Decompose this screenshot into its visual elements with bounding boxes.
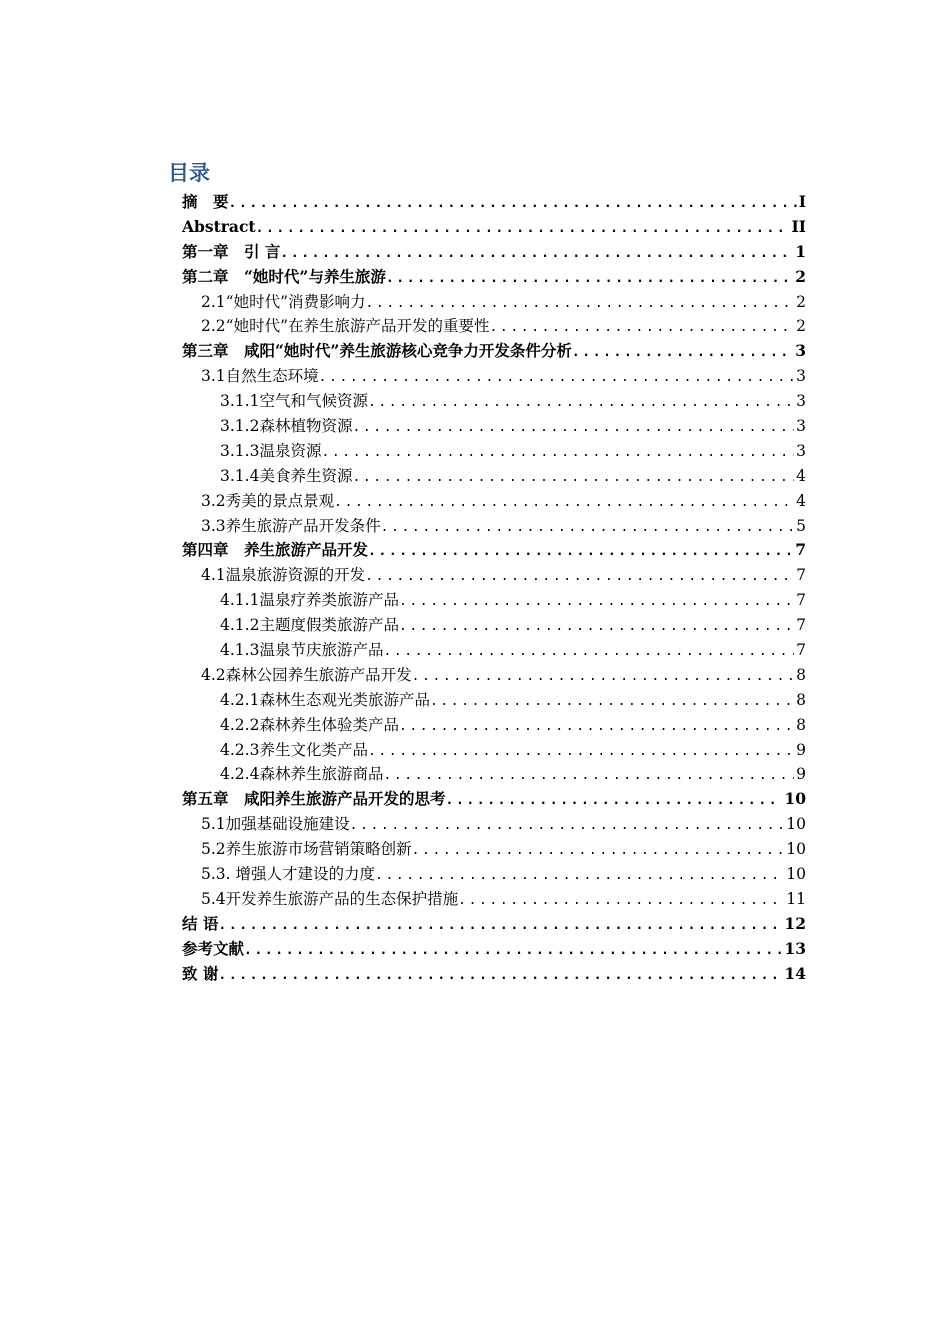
toc-entry-label: 4.1.3温泉节庆旅游产品 [220,641,384,660]
toc-entry-label: 4.2.4森林养生旅游商品 [220,765,384,784]
toc-entry-page-number: 8 [796,665,806,684]
toc-dot-leader [368,740,794,763]
toc-dot-leader [412,665,794,688]
toc-entry-page-number: II [791,216,806,236]
toc-entry[interactable] [182,240,806,265]
toc-entry-page-number: 13 [784,938,806,958]
toc-entry-label: 5.2养生旅游市场营销策略创新 [201,840,412,859]
toc-entry-page-number: 7 [796,616,806,635]
toc-entry-label: 致 谢 [182,963,219,983]
toc-dot-leader [352,416,794,439]
toc-entry-page-number: 11 [786,889,806,908]
toc-entry[interactable] [182,414,806,439]
toc-entry-label: 5.3. 增强人才建设的力度 [201,865,376,884]
toc-entry-page-number: 2 [796,317,806,336]
toc-entry-label: 4.2.3养生文化类产品 [220,740,368,759]
toc-entry[interactable] [182,738,806,763]
toc-entry-page-number: 3 [795,341,806,361]
toc-entry[interactable] [182,290,806,315]
toc-entry-page-number: 10 [786,840,806,859]
toc-entry-page-number: 7 [796,641,806,660]
toc-entry[interactable] [182,862,806,887]
toc-entry-page-number: 3 [796,392,806,411]
toc-entry-page-number: 7 [796,566,806,585]
toc-entry[interactable] [182,937,806,962]
toc-entry[interactable] [182,439,806,464]
toc-entry-label: 5.1加强基础设施建设 [201,815,350,834]
toc-entry-page-number: 3 [796,441,806,460]
toc-entry[interactable] [182,837,806,862]
toc-dot-leader [334,491,794,514]
toc-dot-leader [383,640,794,663]
toc-entry[interactable] [182,588,806,613]
toc-dot-leader [368,391,794,414]
toc-dot-leader [256,217,790,240]
toc-dot-leader [350,814,785,837]
toc-dot-leader [399,615,794,638]
toc-entry[interactable] [182,663,806,688]
toc-entry-label: Abstract [182,216,256,236]
toc-dot-leader [229,192,797,215]
toc-entry-label: 3.3养生旅游产品开发条件 [201,516,381,535]
toc-entry[interactable] [182,613,806,638]
toc-entry-label: 4.1温泉旅游资源的开发 [201,566,366,585]
toc-entry-label: 4.2森林公园养生旅游产品开发 [201,665,412,684]
toc-entry-label: 2.1“她时代”消费影响力 [201,292,366,311]
toc-dot-leader [375,864,784,887]
toc-entry-page-number: 10 [786,865,806,884]
toc-dot-leader [218,914,782,937]
toc-entry[interactable] [182,265,806,290]
toc-entry[interactable] [182,364,806,389]
toc-entry-page-number: 4 [796,466,806,485]
toc-entry-label: 4.2.1森林生态观光类旅游产品 [220,690,430,709]
toc-entry-label: 4.2.2森林养生体验类产品 [220,715,399,734]
toc-entry-label: 3.1.1空气和气候资源 [220,392,368,411]
toc-entry[interactable] [182,389,806,414]
toc-entry-label: 3.1自然生态环境 [201,367,319,386]
toc-dot-leader [446,789,783,812]
toc-entry-page-number: 3 [796,367,806,386]
toc-entry[interactable] [182,912,806,937]
toc-entry[interactable] [182,538,806,563]
toc-entry-page-number: 10 [784,789,806,809]
toc-entry-page-number: 5 [796,516,806,535]
toc-dot-leader [458,889,784,912]
toc-dot-leader [383,764,794,787]
toc-entry-page-number: 1 [795,241,806,261]
toc-entry-page-number: 3 [796,417,806,436]
toc-dot-leader [368,540,793,563]
toc-entry-page-number: 7 [795,540,806,560]
toc-entry[interactable] [182,339,806,364]
toc-entry-label: 4.1.2主题度假类旅游产品 [220,616,399,635]
toc-entry-label: 3.1.4美食养生资源 [220,466,353,485]
toc-entry[interactable] [182,215,806,240]
toc-entry-page-number: 2 [796,292,806,311]
toc-entry-page-number: 12 [784,913,806,933]
toc-entry[interactable] [182,887,806,912]
toc-entry-label: 3.1.3温泉资源 [220,441,322,460]
toc-entry-label: 3.2秀美的景点景观 [201,491,335,510]
toc-entry-label: 5.4开发养生旅游产品的生态保护措施 [201,889,459,908]
toc-entry-page-number: I [798,192,806,211]
toc-entry[interactable] [182,688,806,713]
toc-entry-label: 结 语 [182,913,219,933]
toc-entry[interactable] [182,638,806,663]
toc-entry[interactable] [182,787,806,812]
toc-entry-label: 第一章 引 言 [182,241,281,261]
toc-entry-label: 摘 要 [182,192,229,211]
toc-dot-leader [366,292,795,315]
toc-entry-page-number: 4 [796,491,806,510]
toc-entry-page-number: 9 [796,740,806,759]
toc-entry-page-number: 7 [796,591,806,610]
toc-entry-page-number: 8 [796,715,806,734]
toc-entry-label: 2.2“她时代”在养生旅游产品开发的重要性 [201,317,490,336]
toc-dot-leader [218,964,782,987]
toc-dot-leader [572,341,793,364]
toc-entry-label: 参考文献 [182,938,245,958]
toc-entry[interactable] [182,713,806,738]
toc-entry[interactable] [182,314,806,339]
toc-entry[interactable] [182,514,806,539]
toc-entry[interactable] [182,762,806,787]
toc-dot-leader [399,590,794,613]
toc-entry[interactable] [182,563,806,588]
toc-dot-leader [412,839,785,862]
toc-entry[interactable] [182,489,806,514]
toc-dot-leader [319,366,794,389]
toc-title: 目录 [168,161,210,185]
toc-entry-label: 第五章 咸阳养生旅游产品开发的思考 [182,789,446,809]
toc-entry[interactable] [182,190,806,215]
toc-dot-leader [321,441,794,464]
toc-dot-leader [430,690,794,713]
toc-dot-leader [365,565,794,588]
toc-dot-leader [244,939,782,962]
toc-dot-leader [386,267,793,290]
toc-entry[interactable] [182,464,806,489]
toc-entry-page-number: 14 [784,963,806,983]
toc-dot-leader [381,516,794,539]
toc-dot-leader [399,715,794,738]
toc-entry-page-number: 2 [795,266,806,286]
toc-entry-page-number: 8 [796,690,806,709]
toc-entry-label: 第二章 “她时代”与养生旅游 [182,266,386,286]
toc-entry-label: 3.1.2森林植物资源 [220,417,353,436]
toc-entry-label: 第三章 咸阳“她时代”养生旅游核心竞争力开发条件分析 [182,341,572,361]
toc-entry-page-number: 9 [796,765,806,784]
toc-entry-page-number: 10 [786,815,806,834]
toc-dot-leader [490,316,795,339]
toc-dot-leader [352,466,794,489]
toc-entry[interactable] [182,962,806,987]
table-of-contents [182,190,806,987]
toc-entry-label: 第四章 养生旅游产品开发 [182,540,369,560]
toc-entry-label: 4.1.1温泉疗养类旅游产品 [220,591,399,610]
toc-dot-leader [280,242,793,265]
toc-entry[interactable] [182,812,806,837]
